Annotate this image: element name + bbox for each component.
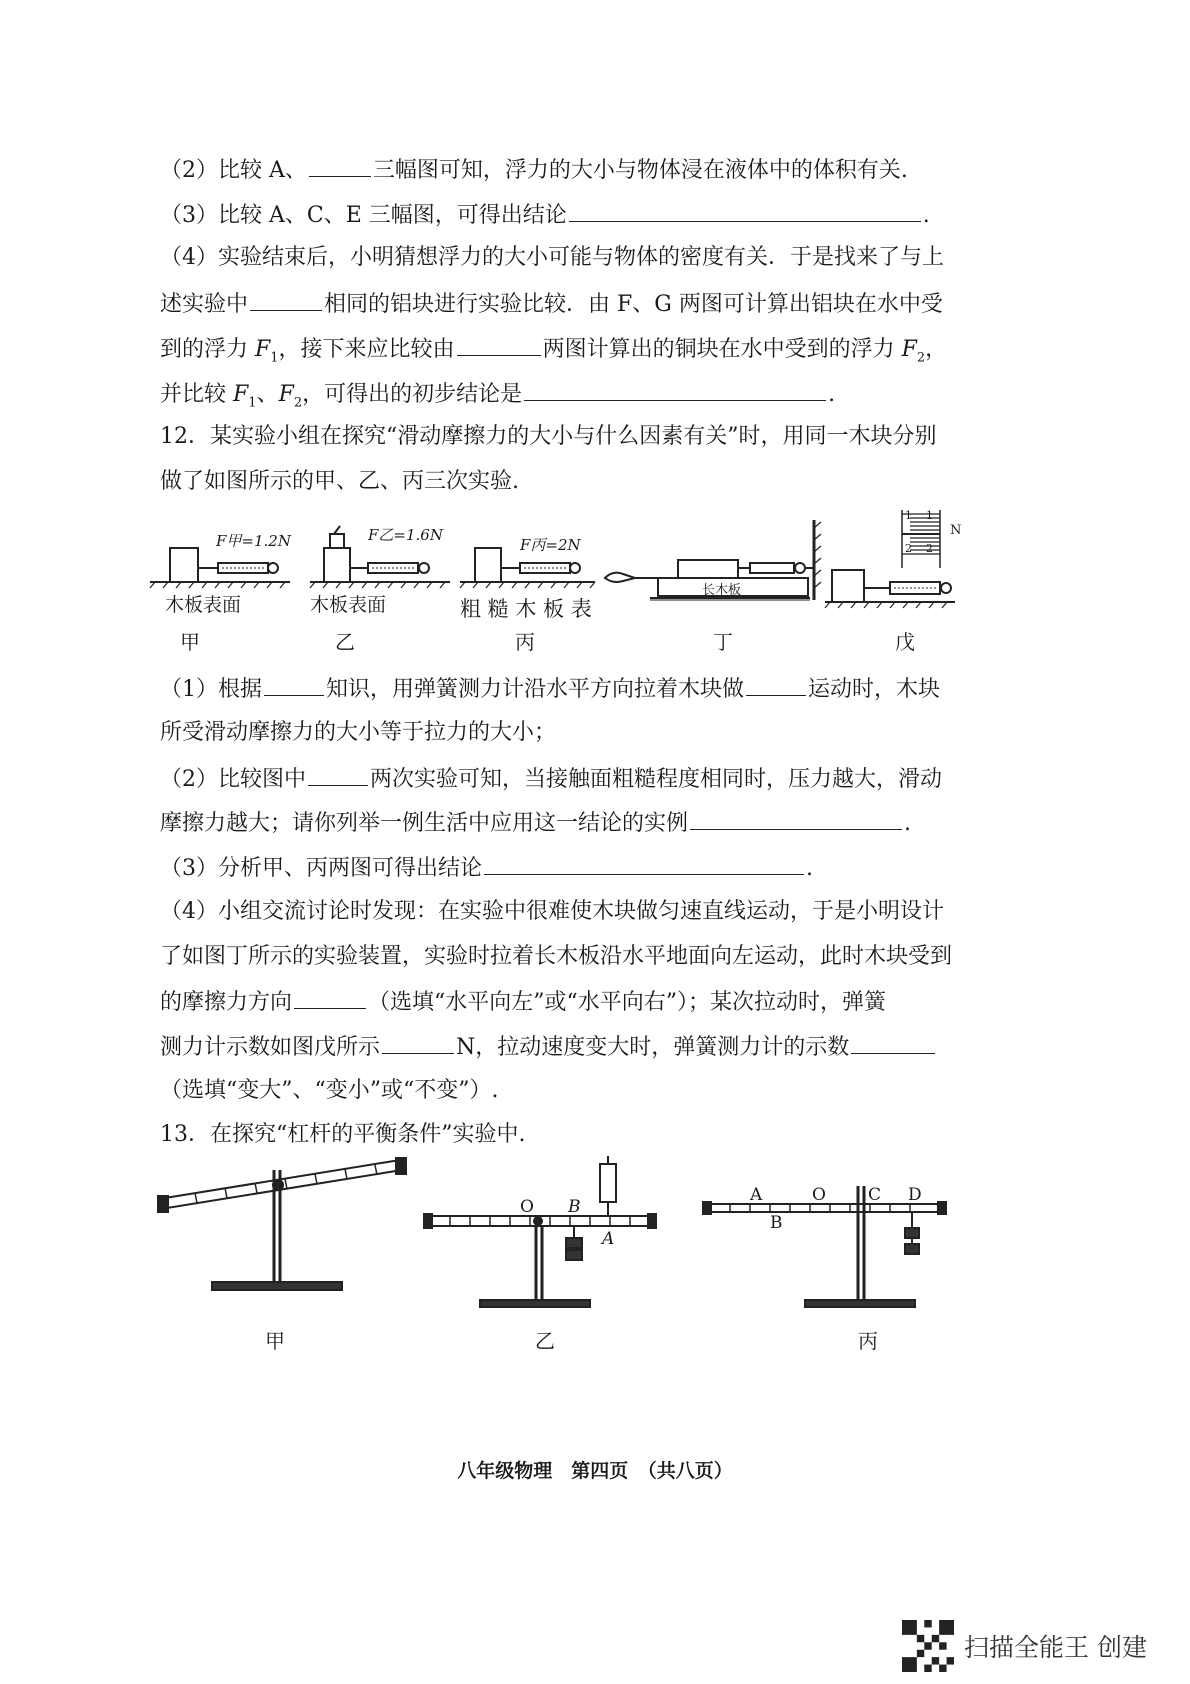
q12-part3: （3）分析甲、丙两图可得出结论 . [160, 852, 813, 884]
figure-label-bing: 丙 [515, 630, 535, 654]
yi-pivot [534, 1217, 542, 1225]
bing-point-c: C [868, 1185, 882, 1205]
q12-part1-line1: （1）根据 知识，用弹簧测力计沿水平方向拉着木块做 运动时，木块 [160, 673, 940, 705]
wu-scale-unit: N [950, 523, 962, 538]
answer-blank[interactable] [382, 1031, 454, 1054]
q12-part2-line1: （2）比较图中 两次实验可知，当接触面粗糙程度相同时，压力越大，滑动 [160, 763, 942, 795]
q12-stem-line2: 做了如图所示的甲、乙、丙三次实验. [160, 469, 519, 494]
figure-label-wu: 戊 [895, 630, 915, 654]
bing-point-o: O [812, 1185, 826, 1205]
answer-blank[interactable] [308, 763, 368, 786]
wu-wood-block [832, 570, 864, 602]
bing-wood-block [475, 548, 501, 582]
ding-wood-block [678, 560, 738, 578]
answer-blank[interactable] [309, 154, 371, 177]
answer-blank[interactable] [690, 807, 902, 830]
answer-blank[interactable] [264, 673, 324, 696]
yi-weight [330, 534, 344, 548]
bing-point-d: D [908, 1185, 922, 1205]
answer-blank[interactable] [524, 378, 826, 401]
yi-hanging-weight [566, 1238, 582, 1248]
q12-part4-line5: （选填“变大”、“变小”或“不变”）. [160, 1078, 499, 1103]
yi-spring-scale [600, 1164, 616, 1202]
scanner-text: 扫描全能王 创建 [964, 1633, 1147, 1662]
answer-blank[interactable] [250, 288, 322, 311]
q12-part4-line2: 了如图丁所示的实验装置，实验时拉着长木板沿水平地面向左运动，此时木块受到 [160, 944, 953, 969]
q11-part4-line4: 并比较 $F_1$、$F_2$，可得出的初步结论是 . [160, 378, 835, 418]
answer-blank[interactable] [569, 199, 921, 222]
lever-experiment-figure [150, 1160, 1050, 1340]
yi-point-b: B [568, 1197, 581, 1217]
q12-part4-line4: 测力计示数如图戊所示 N，拉动速度变大时，弹簧测力计的示数 [160, 1031, 937, 1063]
bing-stand-base [805, 1300, 915, 1307]
jia-stand-base [212, 1282, 342, 1290]
jia-balance-nut [158, 1196, 168, 1212]
lever-figure-label-bing: 丙 [858, 1329, 878, 1353]
figure-label-jia: 甲 [180, 630, 200, 654]
yi-surface-caption: 木板表面 [310, 594, 387, 616]
answer-blank[interactable] [484, 852, 804, 875]
answer-blank[interactable] [746, 673, 806, 696]
q11-part4-line1: （4）实验结束后，小明猜想浮力的大小可能与物体的密度有关．于是找来了与上 [160, 245, 944, 270]
bing-surface-caption: 粗 糙 木 板 表 [460, 597, 592, 621]
bing-point-a: A [750, 1185, 763, 1205]
ding-spring-scale [750, 563, 794, 573]
jia-force-label: F甲=1.2N [216, 532, 291, 550]
q11-part2: （2）比较 A、 三幅图可知，浮力的大小与物体浸在液体中的体积有关. [160, 154, 908, 186]
q11-part3: （3）比较 A、C、E 三幅图，可得出结论 . [160, 199, 930, 231]
wu-scale-mark: 1 [905, 509, 912, 522]
scanner-watermark [902, 1618, 1147, 1674]
yi-stand-base [480, 1300, 590, 1307]
bing-force-label: F丙=2N [520, 536, 581, 554]
answer-blank[interactable] [851, 1031, 935, 1054]
figure-label-ding: 丁 [713, 630, 733, 654]
jia-balance-nut [396, 1158, 406, 1174]
yi-wood-block [324, 548, 350, 582]
jia-wood-block [170, 548, 198, 582]
yi-point-o: O [520, 1197, 534, 1217]
wu-scale-mark: 2 [926, 542, 933, 555]
bing-hanging-weight [905, 1228, 919, 1238]
yi-force-label: F乙=1.6N [368, 526, 443, 544]
q12-part4-line1: （4）小组交流讨论时发现：在实验中很难使木块做匀速直线运动，于是小明设计 [160, 899, 944, 924]
bing-point-b: B [770, 1213, 783, 1233]
page-footer: 八年级物理 第四页 （共八页） [457, 1460, 733, 1482]
jia-surface-caption: 木板表面 [165, 594, 242, 616]
figure-label-yi: 乙 [335, 630, 355, 654]
answer-blank[interactable] [294, 986, 366, 1009]
q13-stem: 13．在探究“杠杆的平衡条件”实验中. [160, 1122, 526, 1147]
wu-scale-mark: 1 [926, 509, 933, 522]
q12-stem-line1: 12．某实验小组在探究“滑动摩擦力的大小与什么因素有关”时，用同一木块分别 [160, 424, 937, 449]
q12-part1-line2: 所受滑动摩擦力的大小等于拉力的大小； [160, 720, 557, 745]
hand-icon [605, 573, 635, 582]
lever-figure-label-yi: 乙 [535, 1329, 555, 1353]
q11-part4-line2: 述实验中 相同的铝块进行实验比较．由 F、G 两图可计算出铝块在水中受 [160, 288, 943, 320]
yi-point-a: A [602, 1229, 615, 1249]
bing-lever [710, 1204, 940, 1212]
answer-blank[interactable] [457, 333, 541, 356]
ding-board-label: 长木板 [702, 583, 742, 598]
wu-scale-mark: 2 [905, 542, 912, 555]
q12-part2-line2: 摩擦力越大；请你列举一例生活中应用这一结论的实例 . [160, 807, 911, 839]
qr-code-icon [902, 1620, 954, 1672]
q12-part4-line3: 的摩擦力方向 （选填“水平向左”或“水平向右”）；某次拉动时，弹簧 [160, 986, 886, 1018]
q11-part4-line3: 到的浮力 $F_1$，接下来应比较由 两图计算出的铜块在水中受到的浮力 $F_2$， [160, 333, 947, 373]
lever-figure-label-jia: 甲 [265, 1329, 285, 1353]
